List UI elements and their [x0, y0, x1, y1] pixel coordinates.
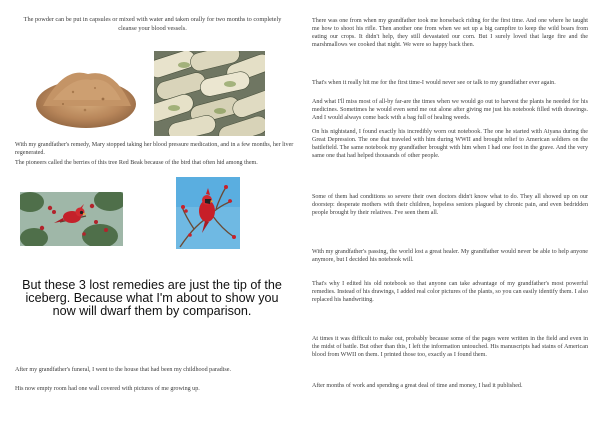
- powder-image: [33, 54, 139, 133]
- notebook-paragraph: On his nightstand, I found exactly his incredibly worn out notebook. The one he started with Aiyana during the Great Depression. The one that traveled with him during WWII and brought relief to American soldiers on the battlefield. The same notebook my grandfather brought with him when I had one foot in the grave. And the very same one that had helped thousands of other people.: [312, 129, 588, 160]
- red-bird-in-tree-image: [20, 192, 123, 246]
- empty-room-paragraph: His now empty room had one wall covered with pictures of me growing up.: [15, 386, 200, 392]
- capsules-image: [154, 51, 265, 136]
- memories-paragraph: There was one from when my grandfather took me horseback riding for the first time. And one where he taught me how to shoot his rifle. Then another one from when we set up a big campfire to keep the wild boars from eating our crops. It didn't help, they still devastated our corn. But I surely loved that large fire and the marshmallows we cooked that night. We were so happy back then.: [312, 18, 588, 49]
- promo-headline: But these 3 lost remedies are just the tip of the iceberg. Because what I'm about to show you now will dwarf them by comparison.: [22, 278, 282, 318]
- realization-paragraph: That's when it really hit me for the first time-I would never see or talk to my grandfather ever again.: [312, 80, 556, 86]
- harvest-paragraph: And what I'll miss most of all-by far-are the times when we would go out to harvest the plants he needed for his medicines. Sometimes he would even send me out alone after giving me just his notebook filled with drawings. And I would always come back with a bag full of healing weeds.: [312, 99, 588, 122]
- patients-paragraph: Some of them had conditions so severe their own doctors didn't know what to do. They all showed up on our doorstep: desperate mothers with their children, hopeless seniors plagued by chronic pain, and even bedridden people brought by their relatives. I've seen them all.: [312, 194, 588, 217]
- funeral-paragraph: After my grandfather's funeral, I went to the house that had been my childhood paradise.: [15, 367, 232, 373]
- edited-notebook-paragraph: That's why I edited his old notebook so that anyone can take advantage of my grandfather's most powerful remedies. Instead of his drawings, I added real color pictures of the plants, so you can easily identify them. I also replaced his handwriting.: [312, 281, 588, 304]
- red-beak-paragraph: The pioneers called the berries of this tree Red Beak because of the bird that often hid among them.: [15, 160, 258, 166]
- manuscript-paragraph: At times it was difficult to make out, probably because some of the pages were written in the field and even in the midst of battle. But other than this, I left the information untouched. His manuscripts had stains of American blood from WWII on them. I printed those too, exactly as I found them.: [312, 336, 588, 359]
- mary-remedy-paragraph: With my grandfather's remedy, Mary stopped taking her blood pressure medication, and in a few months, her liver regenerated.: [15, 142, 294, 157]
- published-paragraph: After months of work and spending a great deal of time and money, I had it published.: [312, 383, 523, 389]
- healer-paragraph: With my grandfather's passing, the world lost a great healer. My grandfather would never be able to help anyone anymore, but I decided his notebook will.: [312, 249, 588, 264]
- cardinal-on-branch-image: [176, 177, 240, 249]
- powder-caption: The powder can be put in capsules or mixed with water and taken orally for two months to completely cleanse your blood vessels.: [23, 16, 282, 32]
